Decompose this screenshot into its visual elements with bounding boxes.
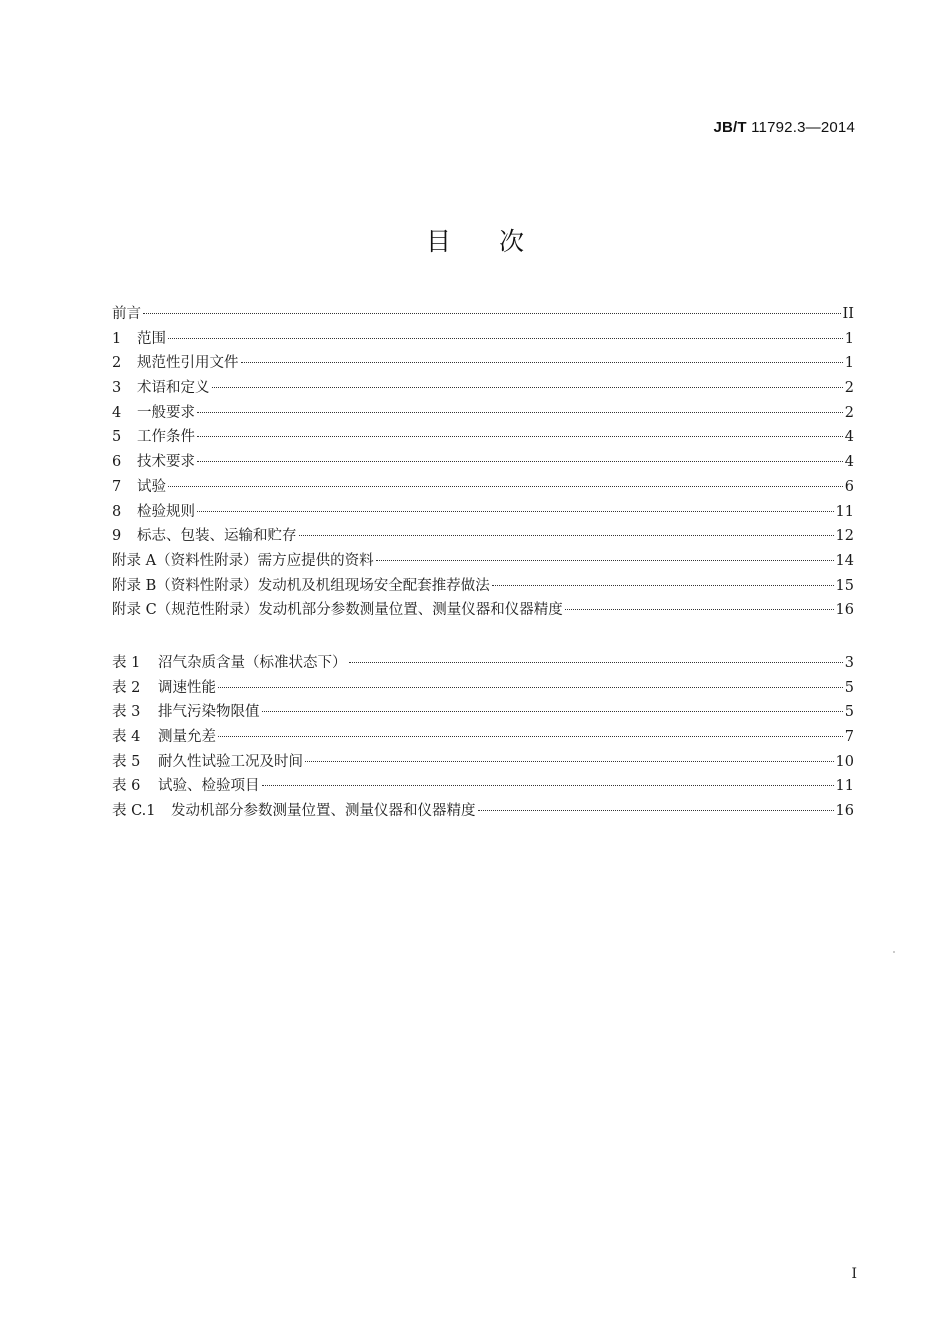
toc-entry-label: 附录 B（资料性附录）发动机及机组现场安全配套推荐做法 [112,577,490,594]
toc-entry-page: 11 [835,503,854,520]
toc-entry-page: 15 [835,577,854,594]
toc-leader-dots [565,609,834,610]
toc-entry-number: 表 4 [112,729,141,746]
page-number: I [851,1266,857,1282]
toc-entry-table-3[interactable] [112,700,854,725]
toc-entry-label: 测量允差 [158,729,216,746]
toc-entry-label: 调速性能 [158,679,216,696]
toc-entry-section-4[interactable] [112,401,854,426]
toc-entry-label: 检验规则 [137,503,195,520]
toc-entry-section-6[interactable] [112,450,854,475]
toc-entry-label: 技术要求 [137,454,195,471]
toc-entry-label: 术语和定义 [137,380,210,397]
toc-leader-dots [262,785,834,786]
toc-leader-dots [143,313,841,314]
toc-entry-table-5[interactable] [112,750,854,775]
toc-entry-number: 5 [112,429,122,446]
toc-entry-number: 8 [112,503,122,520]
toc-entry-label: 排气污染物限值 [158,704,260,721]
scan-speck [893,951,895,953]
standard-code-number: 11792.3—2014 [746,119,855,136]
toc-entry-appendix-b[interactable] [112,574,854,599]
toc-entry-number: 1 [112,330,122,347]
toc-entry-number: 3 [112,380,122,397]
toc-leader-dots [212,387,843,388]
toc-leader-dots [168,486,843,487]
toc-entry-page: II [842,306,854,322]
toc-entry-label: 附录 A（资料性附录）需方应提供的资料 [112,552,374,569]
toc-entry-page: 7 [844,729,854,746]
toc-entry-page: 3 [844,655,854,671]
toc-main-list [112,302,854,623]
toc-entry-page: 6 [844,478,854,495]
toc-entry-foreword[interactable] [112,302,854,327]
toc-leader-dots [492,585,834,586]
toc-entry-page: 14 [835,552,854,569]
standard-code [713,119,855,136]
toc-entry-page: 1 [844,330,854,347]
toc-entry-number: 7 [112,478,122,495]
toc-table-list [112,651,854,824]
toc-entry-number: 表 C.1 [112,803,156,820]
toc-entry-page: 11 [835,778,854,795]
toc-entry-label: 工作条件 [137,429,195,446]
toc-entry-number: 表 5 [112,753,141,770]
toc-entry-number: 2 [112,355,122,372]
toc-entry-table-c1[interactable] [112,799,854,824]
toc-entry-table-2[interactable] [112,676,854,701]
toc-leader-dots [262,711,843,712]
toc-entry-label: 试验、检验项目 [158,778,260,795]
toc-entry-page: 16 [835,602,854,619]
toc-entry-number: 4 [112,404,122,421]
toc-leader-dots [197,511,834,512]
toc-entry-section-7[interactable] [112,475,854,500]
toc-entry-label: 前言 [112,306,141,322]
toc-entry-section-3[interactable] [112,376,854,401]
toc-entry-page: 1 [844,355,854,372]
toc-leader-dots [197,436,843,437]
toc-entry-label: 一般要求 [137,404,195,421]
toc-entry-label: 标志、包装、运输和贮存 [137,528,297,545]
standard-code-prefix: JB/T [713,119,747,136]
toc-entry-section-9[interactable] [112,524,854,549]
toc-entry-number: 表 3 [112,704,141,721]
toc-entry-label: 沼气杂质含量（标准状态下） [158,655,347,671]
toc-entry-label: 耐久性试验工况及时间 [158,753,303,770]
toc-entry-page: 5 [844,704,854,721]
toc-entry-page: 10 [835,753,854,770]
toc-entry-appendix-c[interactable] [112,598,854,623]
toc-entry-page: 2 [844,380,854,397]
toc-entry-page: 2 [844,404,854,421]
toc-entry-number: 表 2 [112,679,141,696]
toc-entry-table-4[interactable] [112,725,854,750]
toc-leader-dots [197,412,843,413]
toc-entry-number: 表 1 [112,655,141,671]
toc-entry-section-5[interactable] [112,425,854,450]
toc-entry-page: 5 [844,679,854,696]
toc-entry-number: 9 [112,528,122,545]
toc-entry-table-6[interactable] [112,774,854,799]
toc-entry-label: 发动机部分参数测量位置、测量仪器和仪器精度 [171,803,476,820]
toc-entry-section-8[interactable] [112,500,854,525]
toc-leader-dots [218,687,843,688]
toc-entry-page: 12 [835,528,854,545]
toc-leader-dots [305,761,834,762]
toc-leader-dots [299,535,834,536]
page-title: 目次 [425,227,572,256]
toc-leader-dots [197,461,843,462]
toc-entry-label: 范围 [137,330,166,347]
toc-leader-dots [349,662,843,663]
toc-leader-dots [168,338,843,339]
toc-entry-page: 16 [835,803,854,820]
toc-entry-number: 6 [112,454,122,471]
toc-leader-dots [241,362,843,363]
toc-entry-section-2[interactable] [112,351,854,376]
toc-entry-section-1[interactable] [112,327,854,352]
toc-leader-dots [478,810,834,811]
toc-entry-appendix-a[interactable] [112,549,854,574]
toc-entry-label: 试验 [137,478,166,495]
toc-entry-label: 附录 C（规范性附录）发动机部分参数测量位置、测量仪器和仪器精度 [112,602,563,619]
toc-entry-number: 表 6 [112,778,141,795]
toc-entry-page: 4 [844,454,854,471]
toc-leader-dots [376,560,834,561]
toc-leader-dots [218,736,843,737]
toc-entry-table-1[interactable] [112,651,854,676]
toc-entry-label: 规范性引用文件 [137,355,239,372]
toc-entry-page: 4 [844,429,854,446]
